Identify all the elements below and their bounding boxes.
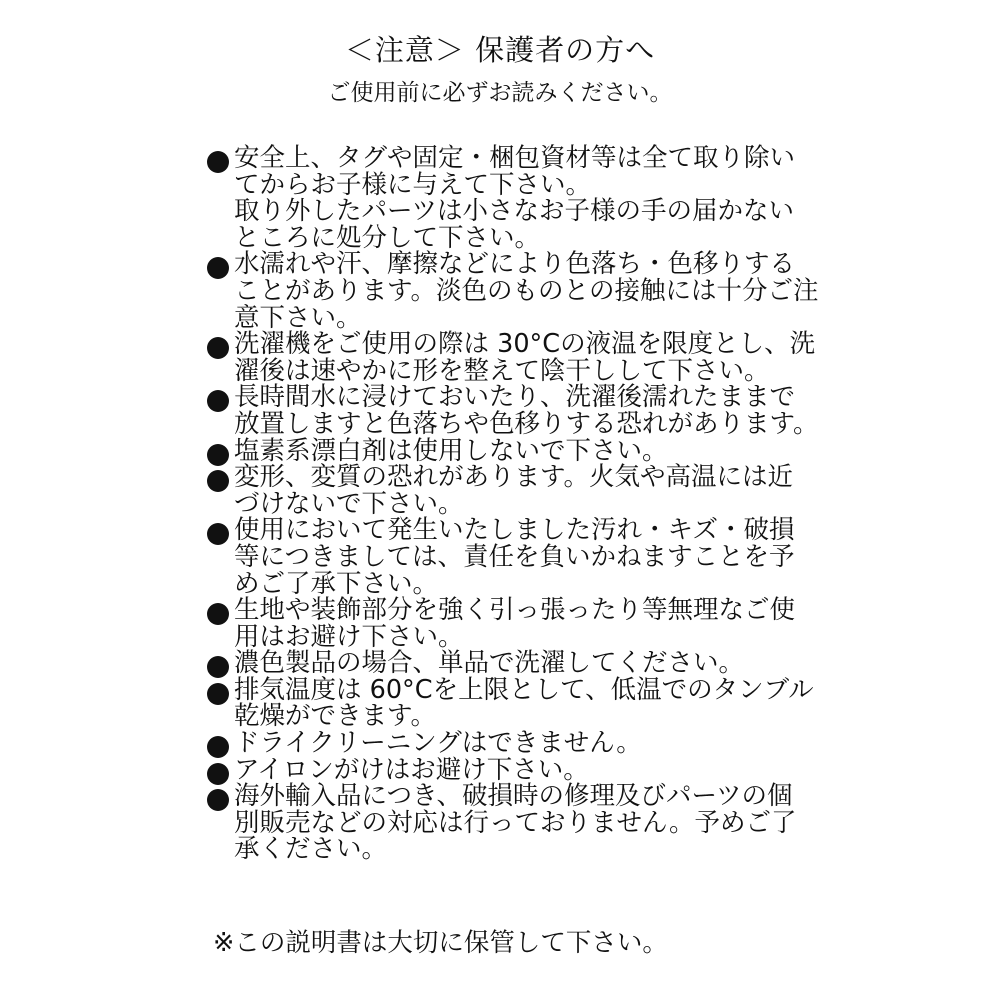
notice-subtitle: ご使用前に必ずお読みください。 [327, 80, 673, 106]
caution-text-line: 放置しますと色落ちや色移りする恐れがあります。 [234, 408, 819, 439]
caution-item [207, 754, 847, 785]
caution-item [207, 464, 847, 517]
caution-text-line: 変形、変質の恐れがあります。火気や高温には近 [234, 462, 793, 493]
bullet-icon [207, 656, 229, 678]
caution-text-line: アイロンがけはお避け下さい。 [234, 754, 589, 785]
caution-text-line: 用はお避け下さい。 [234, 621, 464, 652]
caution-text-line: ことがあります。淡色のものとの接触には十分ご注 [234, 275, 819, 306]
caution-item [207, 650, 847, 677]
caution-text-line: 承ください。 [234, 834, 388, 865]
caution-item [207, 517, 847, 597]
caution-item [207, 251, 847, 331]
caution-text-line: 排気温度は 60°Cを上限として、低温でのタンブル [234, 674, 814, 705]
caution-text-line: 乾燥ができます。 [234, 701, 436, 732]
caution-item [207, 783, 847, 863]
caution-text-line: 取り外したパーツは小さなお子様の手の届かない [234, 196, 794, 227]
footer-note: ※この説明書は大切に保管して下さい。 [213, 928, 668, 958]
caution-text-line: 塩素系漂白剤は使用しないで下さい。 [234, 435, 668, 466]
caution-text-line: 海外輸入品につき、破損時の修理及びパーツの個 [234, 781, 793, 812]
bullet-icon [207, 603, 229, 625]
bullet-icon [207, 789, 229, 811]
caution-text-line: 濃色製品の場合、単品で洗濯してください。 [234, 648, 745, 679]
caution-text-line: ドライクリーニングはできません。 [234, 728, 642, 759]
caution-text-line: 水濡れや汗、摩擦などにより色落ち・色移りする [234, 249, 796, 280]
caution-text-line: 意下さい。 [234, 302, 362, 333]
caution-text-line: めご了承下さい。 [234, 568, 439, 599]
bullet-icon [207, 736, 229, 758]
caution-text-line: 洗濯機をご使用の際は 30°Cの液温を限度とし、洗 [234, 329, 816, 360]
caution-text-line: 生地や装飾部分を強く引っ張ったり等無理なご使 [234, 595, 796, 626]
bullet-icon [207, 523, 229, 545]
caution-text-line: づけないで下さい。 [234, 488, 464, 519]
caution-item [207, 597, 847, 650]
bullet-icon [207, 390, 229, 412]
bullet-icon [207, 470, 229, 492]
caution-item [207, 435, 847, 466]
bullet-icon [207, 151, 229, 173]
caution-item [207, 730, 847, 757]
bullet-icon [207, 763, 229, 785]
caution-item [207, 674, 847, 732]
bullet-icon [207, 683, 229, 705]
caution-item [207, 331, 847, 384]
caution-text-line: てからお子様に与えて下さい。 [234, 169, 592, 200]
caution-text-line: ところに処分して下さい。 [234, 222, 541, 253]
bullet-icon [207, 257, 229, 279]
caution-text-line: 使用において発生いたしました汚れ・キズ・破損 [234, 515, 795, 546]
caution-item [207, 145, 847, 251]
caution-text-line: 安全上、タグや固定・梱包資材等は全て取り除い [234, 143, 796, 173]
notice-title: ＜注意＞ 保護者の方へ [344, 33, 656, 67]
caution-text-line: 長時間水に浸けておいたり、洗濯後濡れたままで [234, 382, 796, 413]
caution-text-line: 別販売などの対応は行っておりません。予めご了 [234, 807, 797, 838]
caution-text-line: 濯後は速やかに形を整えて陰干しして下さい。 [234, 355, 770, 386]
caution-item [207, 384, 847, 437]
bullet-icon [207, 337, 229, 359]
caution-text-line: 等につきましては、責任を負いかねますことを予 [234, 541, 795, 572]
bullet-icon [207, 444, 229, 466]
caution-list [207, 145, 847, 863]
